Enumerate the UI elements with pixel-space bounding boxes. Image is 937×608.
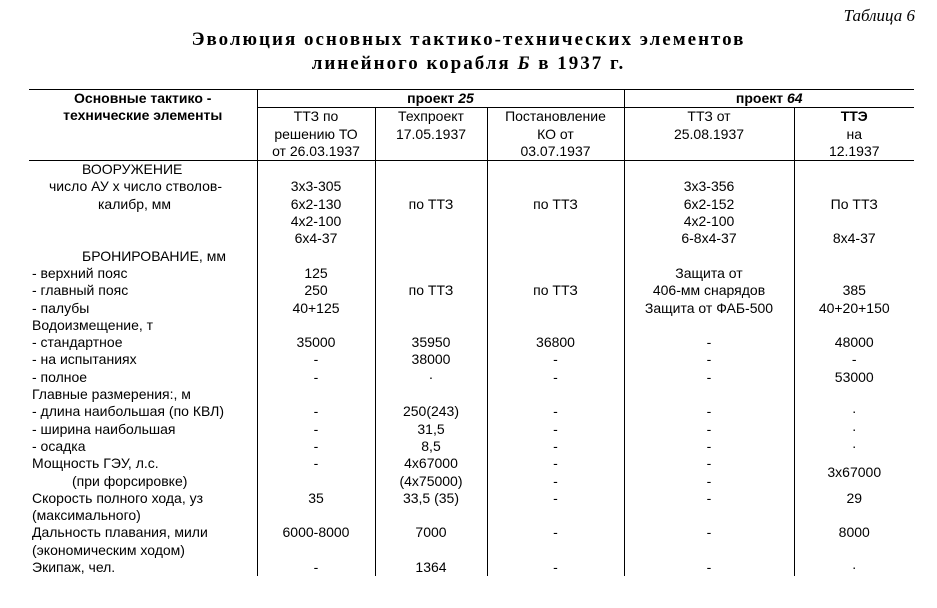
table-row: [29, 438, 914, 455]
cell-value: -: [487, 438, 624, 455]
table-row-armament: [29, 161, 914, 248]
param-label: - длина наибольшая (по КВЛ): [32, 403, 225, 420]
param-armament: ВООРУЖЕНИЕ число АУ х число стволов- калибр, мм: [49, 161, 223, 212]
cell-value: -: [487, 421, 624, 438]
table-row-crew: [29, 559, 914, 576]
cell-value: ·: [794, 421, 914, 438]
project-25-header: проект 25: [257, 90, 624, 108]
col-header-ko-decree: Постановление КО от 03.07.1937: [487, 108, 624, 161]
param-armor: БРОНИРОВАНИЕ, мм - верхний пояс - главный пояс - палубы: [32, 247, 226, 316]
cell-armament-c5: По ТТЗ 8х4-37: [794, 161, 914, 248]
cell-value: -: [624, 369, 794, 386]
cell-armament-c2: по ТТЗ: [375, 161, 487, 248]
cell-value: 7000: [375, 524, 487, 559]
param-label: - ширина наибольшая: [32, 420, 176, 437]
cell-value: -: [257, 369, 375, 386]
cell-value: 8,5: [375, 438, 487, 455]
param-speed: Скорость полного хода, уз (максимального): [32, 489, 204, 524]
cell-armor-c1: 125 250 40+125: [257, 248, 375, 317]
param-displacement: Водоизмещение, т: [32, 316, 154, 333]
cell-value: -: [257, 351, 375, 368]
table-row: [29, 421, 914, 438]
cell-value: ·: [794, 559, 914, 576]
cell-armor-c5: 385 40+20+150: [794, 248, 914, 317]
cell-value: -: [624, 490, 794, 525]
cell-value: -: [624, 334, 794, 351]
cell-value: ·: [794, 438, 914, 455]
cell-armor-c2: по ТТЗ: [375, 248, 487, 317]
cell-value: 35: [257, 490, 375, 525]
col-header-ttz-26-03: ТТЗ по решению ТО от 26.03.1937: [257, 108, 375, 161]
cell-value: 8000: [794, 524, 914, 559]
cell-value: -: [624, 524, 794, 559]
cell-value: -: [624, 403, 794, 420]
param-range: Дальность плавания, мили (экономическим ходом): [32, 524, 208, 558]
table-row-range: [29, 524, 914, 559]
cell-power-c4: - -: [624, 455, 794, 490]
cell-value: 35950: [375, 334, 487, 351]
table-title-line2: линейного корабля Б в 1937 г.: [311, 53, 626, 74]
cell-value: 36800: [487, 334, 624, 351]
param-label: - на испытаниях: [32, 351, 137, 368]
cell-value: -: [624, 421, 794, 438]
cell-value: -: [487, 351, 624, 368]
cell-value: ·: [794, 403, 914, 420]
cell-value: -: [487, 403, 624, 420]
ship-letter: Б: [517, 53, 532, 74]
cell-value: 48000: [794, 334, 914, 351]
table-title-line1: Эволюция основных тактико-технических элементов: [191, 29, 746, 50]
col-header-tte-12-1937: ТТЭ на 12.1937: [794, 108, 914, 161]
cell-value: 250(243): [375, 403, 487, 420]
cell-value: 29: [794, 490, 914, 525]
table-row: [29, 334, 914, 351]
table-row: [29, 351, 914, 368]
cell-value: -: [487, 490, 624, 525]
cell-value: 53000: [794, 369, 914, 386]
param-label: - стандартное: [32, 334, 123, 351]
cell-value: 6000-8000: [257, 524, 375, 559]
cell-value: -: [487, 524, 624, 559]
cell-value: 1364: [375, 559, 487, 576]
col-header-ttz-25-08: ТТЗ от 25.08.1937: [624, 108, 794, 161]
cell-power-c2: 4х67000 (4х75000): [375, 455, 487, 490]
cell-value: -: [257, 438, 375, 455]
cell-armor-c4: Защита от 406-мм снарядов Защита от ФАБ-500: [624, 248, 794, 317]
param-label: - осадка: [32, 437, 86, 454]
table-row-dims-head: [29, 386, 914, 403]
param-dimensions: Главные размерения:, м: [32, 386, 191, 403]
cell-value: -: [487, 369, 624, 386]
cell-value: 33,5 (35): [375, 490, 487, 525]
col-header-techproject: Техпроект 17.05.1937: [375, 108, 487, 161]
cell-value: 38000: [375, 351, 487, 368]
cell-value: -: [487, 559, 624, 576]
ttx-table: [29, 89, 914, 576]
param-column-header: Основные тактико - технические элементы: [29, 90, 257, 161]
cell-value: -: [624, 559, 794, 576]
cell-armament-c3: по ТТЗ: [487, 161, 624, 248]
cell-power-c1: -: [257, 455, 375, 490]
cell-power-c3: - -: [487, 455, 624, 490]
table-row-power: [29, 455, 914, 490]
param-power: Мощность ГЭУ, л.с. (при форсировке): [32, 455, 188, 489]
cell-power-c5: 3х67000: [794, 455, 914, 490]
table-row-armor: [29, 248, 914, 317]
cell-value: -: [257, 559, 375, 576]
table-number-label: Таблица 6: [843, 6, 915, 25]
table-row-displacement-head: [29, 317, 914, 334]
cell-value: -: [624, 438, 794, 455]
cell-value: -: [257, 403, 375, 420]
table-row-speed: [29, 490, 914, 525]
cell-value: -: [257, 421, 375, 438]
cell-value: 31,5: [375, 421, 487, 438]
cell-armor-c3: по ТТЗ: [487, 248, 624, 317]
cell-value: -: [624, 351, 794, 368]
cell-armament-c4: 3х3-356 6х2-152 4х2-100 6-8х4-37: [624, 161, 794, 248]
param-label: - полное: [32, 368, 88, 385]
cell-value: -: [794, 351, 914, 368]
param-crew: Экипаж, чел.: [32, 559, 116, 576]
cell-value: 35000: [257, 334, 375, 351]
cell-value: ·: [375, 369, 487, 386]
header-row-groups: [29, 90, 914, 108]
project-64-header: проект 64: [624, 90, 914, 108]
table-row: [29, 403, 914, 420]
table-row: [29, 369, 914, 386]
cell-armament-c1: 3х3-305 6х2-130 4х2-100 6х4-37: [257, 161, 375, 248]
